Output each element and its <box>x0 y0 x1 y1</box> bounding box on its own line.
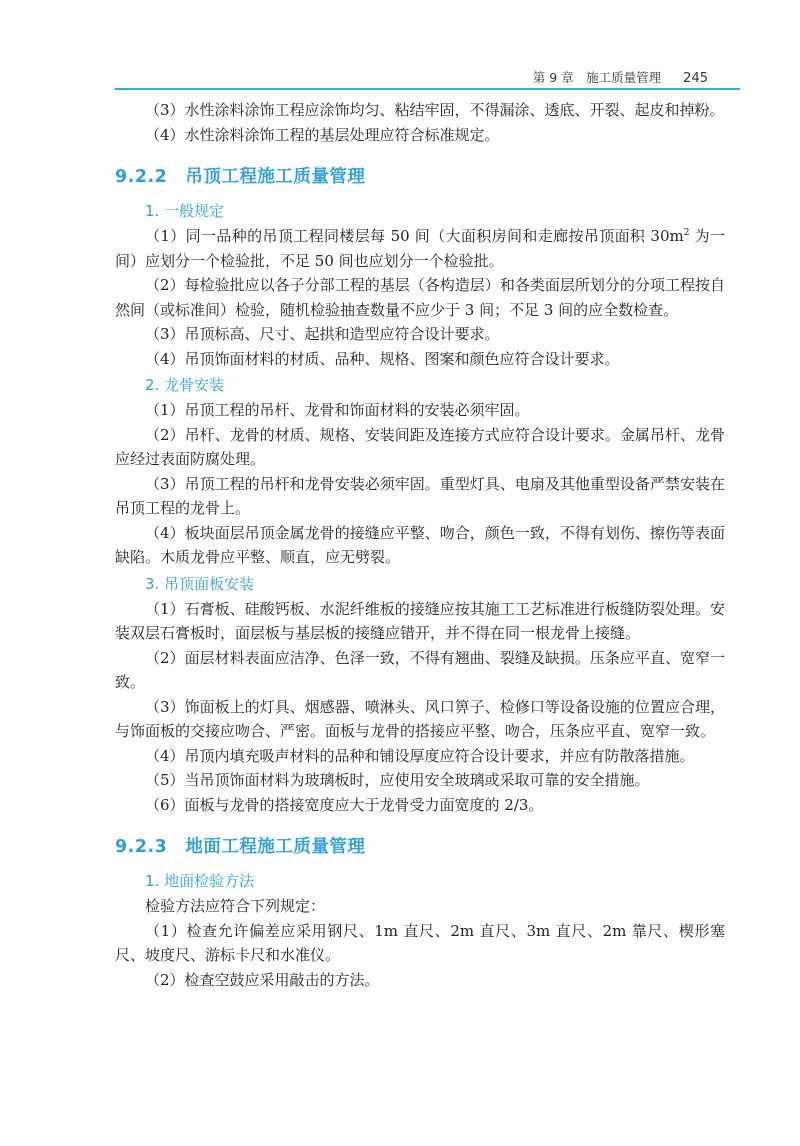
subheading-floor-inspection: 1. 地面检验方法 <box>145 872 255 890</box>
page-number: 245 <box>683 71 708 86</box>
chapter-title: 第 9 章 施工质量管理 <box>532 70 662 85</box>
paragraph: （2）吊杆、龙骨的材质、规格、安装间距及连接方式应符合设计要求。金属吊杆、龙骨应经过表面防腐处理。 <box>115 425 725 468</box>
section-number: 9.2.3 <box>115 837 168 857</box>
section-number: 9.2.2 <box>115 167 168 187</box>
paragraph: （1）石膏板、硅酸钙板、水泥纤维板的接缝应按其施工工艺标准进行板缝防裂处理。安装双层石膏板时，面层板与基层板的接缝应错开，并不得在同一根龙骨上接缝。 <box>115 599 725 642</box>
paragraph: （3）吊顶标高、尺寸、起拱和造型应符合设计要求。 <box>145 325 500 343</box>
paragraph: （2）每检验批应以各子分部工程的基层（各构造层）和各类面层所划分的分项工程按自然间（或标准间）检验，随机检验抽查数量不应少于 3 间；不足 3 间的应全数检查。 <box>115 276 725 319</box>
page-body <box>115 98 725 992</box>
paragraph: 检验方法应符合下列规定： <box>145 897 326 915</box>
paragraph: （4）水性涂料涂饰工程的基层处理应符合标准规定。 <box>145 125 500 144</box>
section-title: 地面工程施工质量管理 <box>185 837 366 857</box>
paragraph: （1）检查允许偏差应采用钢尺、1m 直尺、2m 直尺、3m 直尺、2m 靠尺、楔形塞尺、坡度尺、游标卡尺和水准仪。 <box>115 921 725 964</box>
paragraph: （2）面层材料表面应洁净、色泽一致，不得有翘曲、裂缝及缺损。压条应平直、宽窄一致。 <box>115 648 725 691</box>
subheading-panel-install: 3. 吊顶面板安装 <box>145 574 255 593</box>
paragraph: （5）当吊顶饰面材料为玻璃板时，应使用安全玻璃或采取可靠的安全措施。 <box>145 771 650 789</box>
header-rule <box>115 88 740 90</box>
section-heading-9-2-3 <box>115 833 725 858</box>
paragraph-text: 为一间）应划分一个检验批，不足 50 间也应划分一个检验批。 <box>115 227 725 270</box>
paragraph: （1）吊顶工程的吊杆、龙骨和饰面材料的安装必须牢固。 <box>145 401 530 419</box>
paragraph <box>115 224 725 273</box>
subheading-keel-install: 2. 龙骨安装 <box>145 376 225 394</box>
section-title: 吊顶工程施工质量管理 <box>185 167 366 187</box>
paragraph-text: （1）同一品种的吊顶工程同楼层每 50 间（大面积房间和走廊按吊顶面积 30m <box>145 227 684 245</box>
paragraph: （4）吊顶内填充吸声材料的品种和铺设厚度应符合设计要求，并应有防散落措施。 <box>145 746 695 765</box>
paragraph: （4）板块面层吊顶金属龙骨的接缝应平整、吻合，颜色一致，不得有划伤、擦伤等表面缺陷。木质龙骨应平整、顺直，应无劈裂。 <box>115 523 725 566</box>
paragraph: （3）饰面板上的灯具、烟感器、喷淋头、风口箅子、检修口等设备设施的位置应合理，与饰面板的交接应吻合、严密。面板与龙骨的搭接应平整、吻合，压条应平直、宽窄一致。 <box>115 697 725 740</box>
subheading-general-rules: 1. 一般规定 <box>145 202 225 220</box>
paragraph: （3）水性涂料涂饰工程应涂饰均匀、粘结牢固，不得漏涂、透底、开裂、起皮和掉粉。 <box>145 101 725 119</box>
running-header <box>0 64 800 90</box>
paragraph: （2）检查空鼓应采用敲击的方法。 <box>145 970 380 989</box>
paragraph: （4）吊顶饰面材料的材质、品种、规格、图案和颜色应符合设计要求。 <box>145 349 620 368</box>
paragraph: （6）面板与龙骨的搭接宽度应大于龙骨受力面宽度的 2/3。 <box>145 795 544 814</box>
paragraph: （3）吊顶工程的吊杆和龙骨安装必须牢固。重型灯具、电扇及其他重型设备严禁安装在吊顶工程的龙骨上。 <box>115 474 725 517</box>
section-heading-9-2-2 <box>115 163 725 188</box>
header-text <box>533 68 708 86</box>
superscript: 2 <box>683 228 690 238</box>
